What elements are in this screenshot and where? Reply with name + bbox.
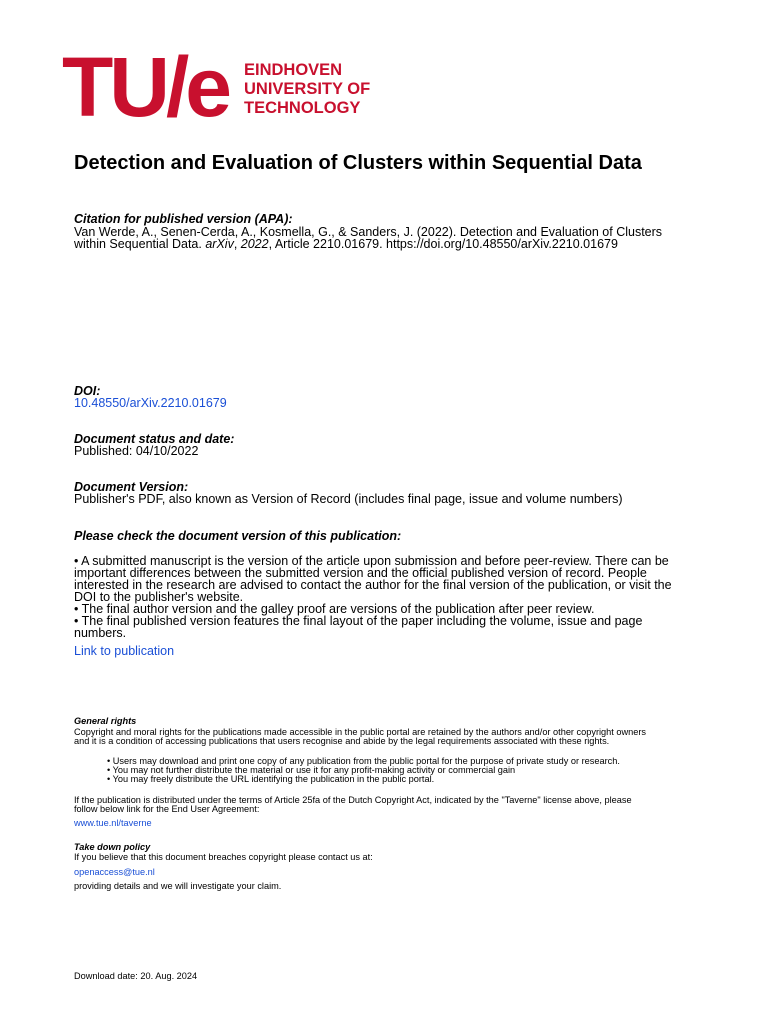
takedown-label: Take down policy — [74, 842, 151, 852]
check-line-7: numbers. — [74, 626, 127, 640]
tue-logo-mark: TU/e — [62, 40, 229, 134]
download-date: Download date: 20. Aug. 2024 — [74, 971, 198, 981]
logo-line-1: EINDHOVEN — [244, 61, 343, 79]
doi-label: DOI: — [74, 384, 101, 398]
tue-logo-text — [244, 61, 424, 118]
rights-bullet-1: • Users may download and print one copy of any publication from the public portal for the purpose of private study or research. — [107, 756, 620, 766]
taverne-line-2: follow below link for the End User Agreement: — [74, 804, 260, 814]
status-value: Published: 04/10/2022 — [74, 444, 199, 458]
citation-journal: arXiv — [205, 237, 234, 251]
status-label: Document status and date: — [74, 432, 235, 446]
logo-line-3: TECHNOLOGY — [244, 99, 361, 117]
version-label: Document Version: — [74, 480, 189, 494]
citation-text-b: , — [233, 237, 241, 251]
check-label: Please check the document version of this publication: — [74, 529, 402, 543]
publication-link[interactable]: Link to publication — [74, 644, 175, 658]
check-line-6: • The final published version features the final layout of the paper including the volume, issue and page — [74, 614, 643, 628]
citation-line-1: Van Werde, A., Senen-Cerda, A., Kosmella, G., & Sanders, J. (2022). Detection and Evaluation of Clusters — [74, 225, 663, 239]
check-line-4: DOI to the publisher's website. — [74, 590, 244, 604]
citation-line-2 — [74, 238, 618, 251]
takedown-line-2: providing details and we will investigate your claim. — [74, 881, 282, 891]
check-line-2: important differences between the submitted version and the official published version of record. People — [74, 566, 647, 580]
taverne-line-1: If the publication is distributed under the terms of Article 25fa of the Dutch Copyright Act, indicated by the "Taverne" license above, please — [74, 795, 632, 805]
version-value: Publisher's PDF, also known as Version of Record (includes final page, issue and volume numbers) — [74, 492, 623, 506]
rights-bullet-2: • You may not further distribute the material or use it for any profit-making activity or commercial gain — [107, 765, 516, 775]
check-line-1: • A submitted manuscript is the version of the article upon submission and before peer-review. There can be — [74, 554, 669, 568]
rights-line-2: and it is a condition of accessing publications that users recognise and abide by the legal requirements associated with these rights. — [74, 736, 610, 746]
citation-text-c: , Article 2210.01679. https://doi.org/10.48550/arXiv.2210.01679 — [268, 237, 618, 251]
document-title: Detection and Evaluation of Clusters within Sequential Data — [74, 152, 642, 174]
check-line-3: interested in the research are advised to contact the author for the final version of the publication, or visit the — [74, 578, 672, 592]
taverne-link[interactable]: www.tue.nl/taverne — [74, 818, 152, 828]
check-line-5: • The final author version and the galley proof are versions of the publication after peer review. — [74, 602, 595, 616]
citation-volume: 2022 — [240, 237, 269, 251]
rights-bullet-3: • You may freely distribute the URL identifying the publication in the public portal. — [107, 774, 435, 784]
citation-text-a: within Sequential Data. — [74, 237, 206, 251]
logo-line-2: UNIVERSITY OF — [244, 80, 371, 98]
doi-link[interactable]: 10.48550/arXiv.2210.01679 — [74, 396, 227, 410]
rights-line-1: Copyright and moral rights for the publications made accessible in the public portal are retained by the authors and/or other copyright owners — [74, 727, 646, 737]
takedown-email[interactable]: openaccess@tue.nl — [74, 867, 155, 877]
takedown-line-1: If you believe that this document breaches copyright please contact us at: — [74, 852, 373, 862]
citation-label: Citation for published version (APA): — [74, 212, 293, 226]
rights-label: General rights — [74, 716, 137, 726]
